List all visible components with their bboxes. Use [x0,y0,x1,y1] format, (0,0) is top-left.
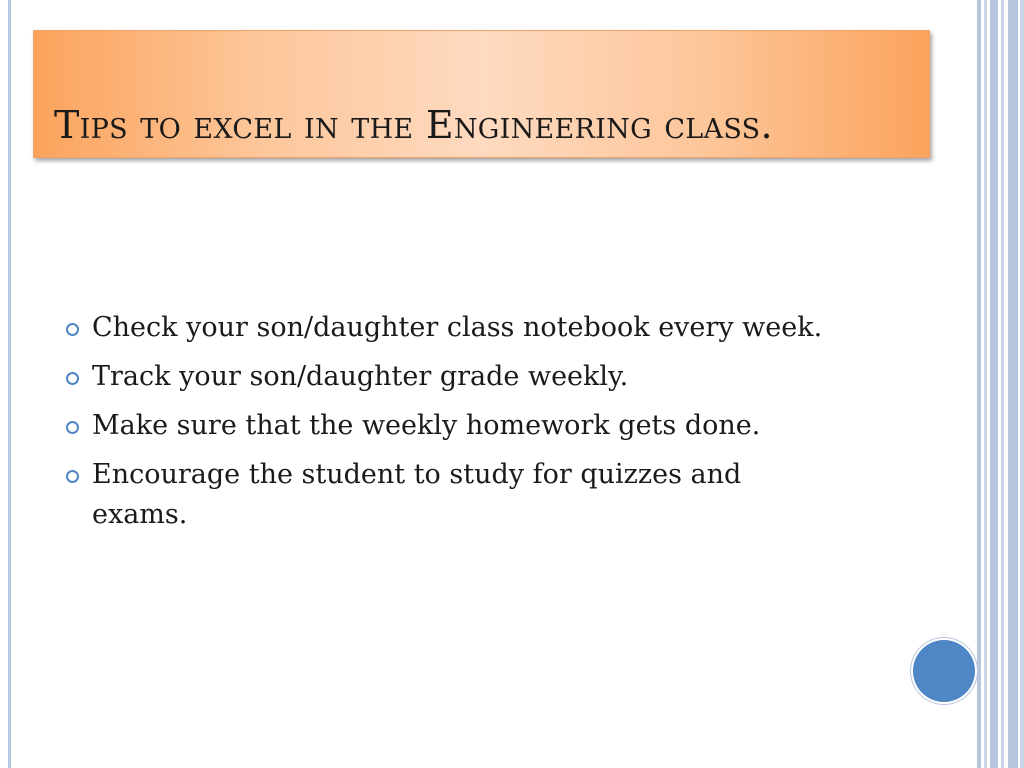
bullet-text: Encourage the student to study for quizzes and exams. [92,459,742,530]
right-stripe [1001,0,1004,768]
right-stripe [977,0,981,768]
right-stripe [990,0,998,768]
bullet-text: Track your son/daughter grade weekly. [92,361,629,392]
right-stripe [1020,0,1024,768]
bullet-item [64,455,844,535]
bullet-circle-icon [66,470,79,483]
right-stripe [984,0,987,768]
bullet-circle-icon [66,372,79,385]
bullet-circle-icon [66,421,79,434]
bullet-item [64,357,844,397]
bullet-text: Make sure that the weekly homework gets done. [92,410,761,441]
left-border-line [8,0,11,768]
decorative-circle-icon [913,640,975,702]
bullet-item [64,308,844,348]
slide-title: Tips to excel in the Engineering class. [54,103,773,147]
bullet-circle-icon [66,323,79,336]
right-stripe [1008,0,1018,768]
bullet-list [64,308,844,544]
bullet-text: Check your son/daughter class notebook every week. [92,312,823,343]
title-banner [33,30,930,158]
bullet-item [64,406,844,446]
